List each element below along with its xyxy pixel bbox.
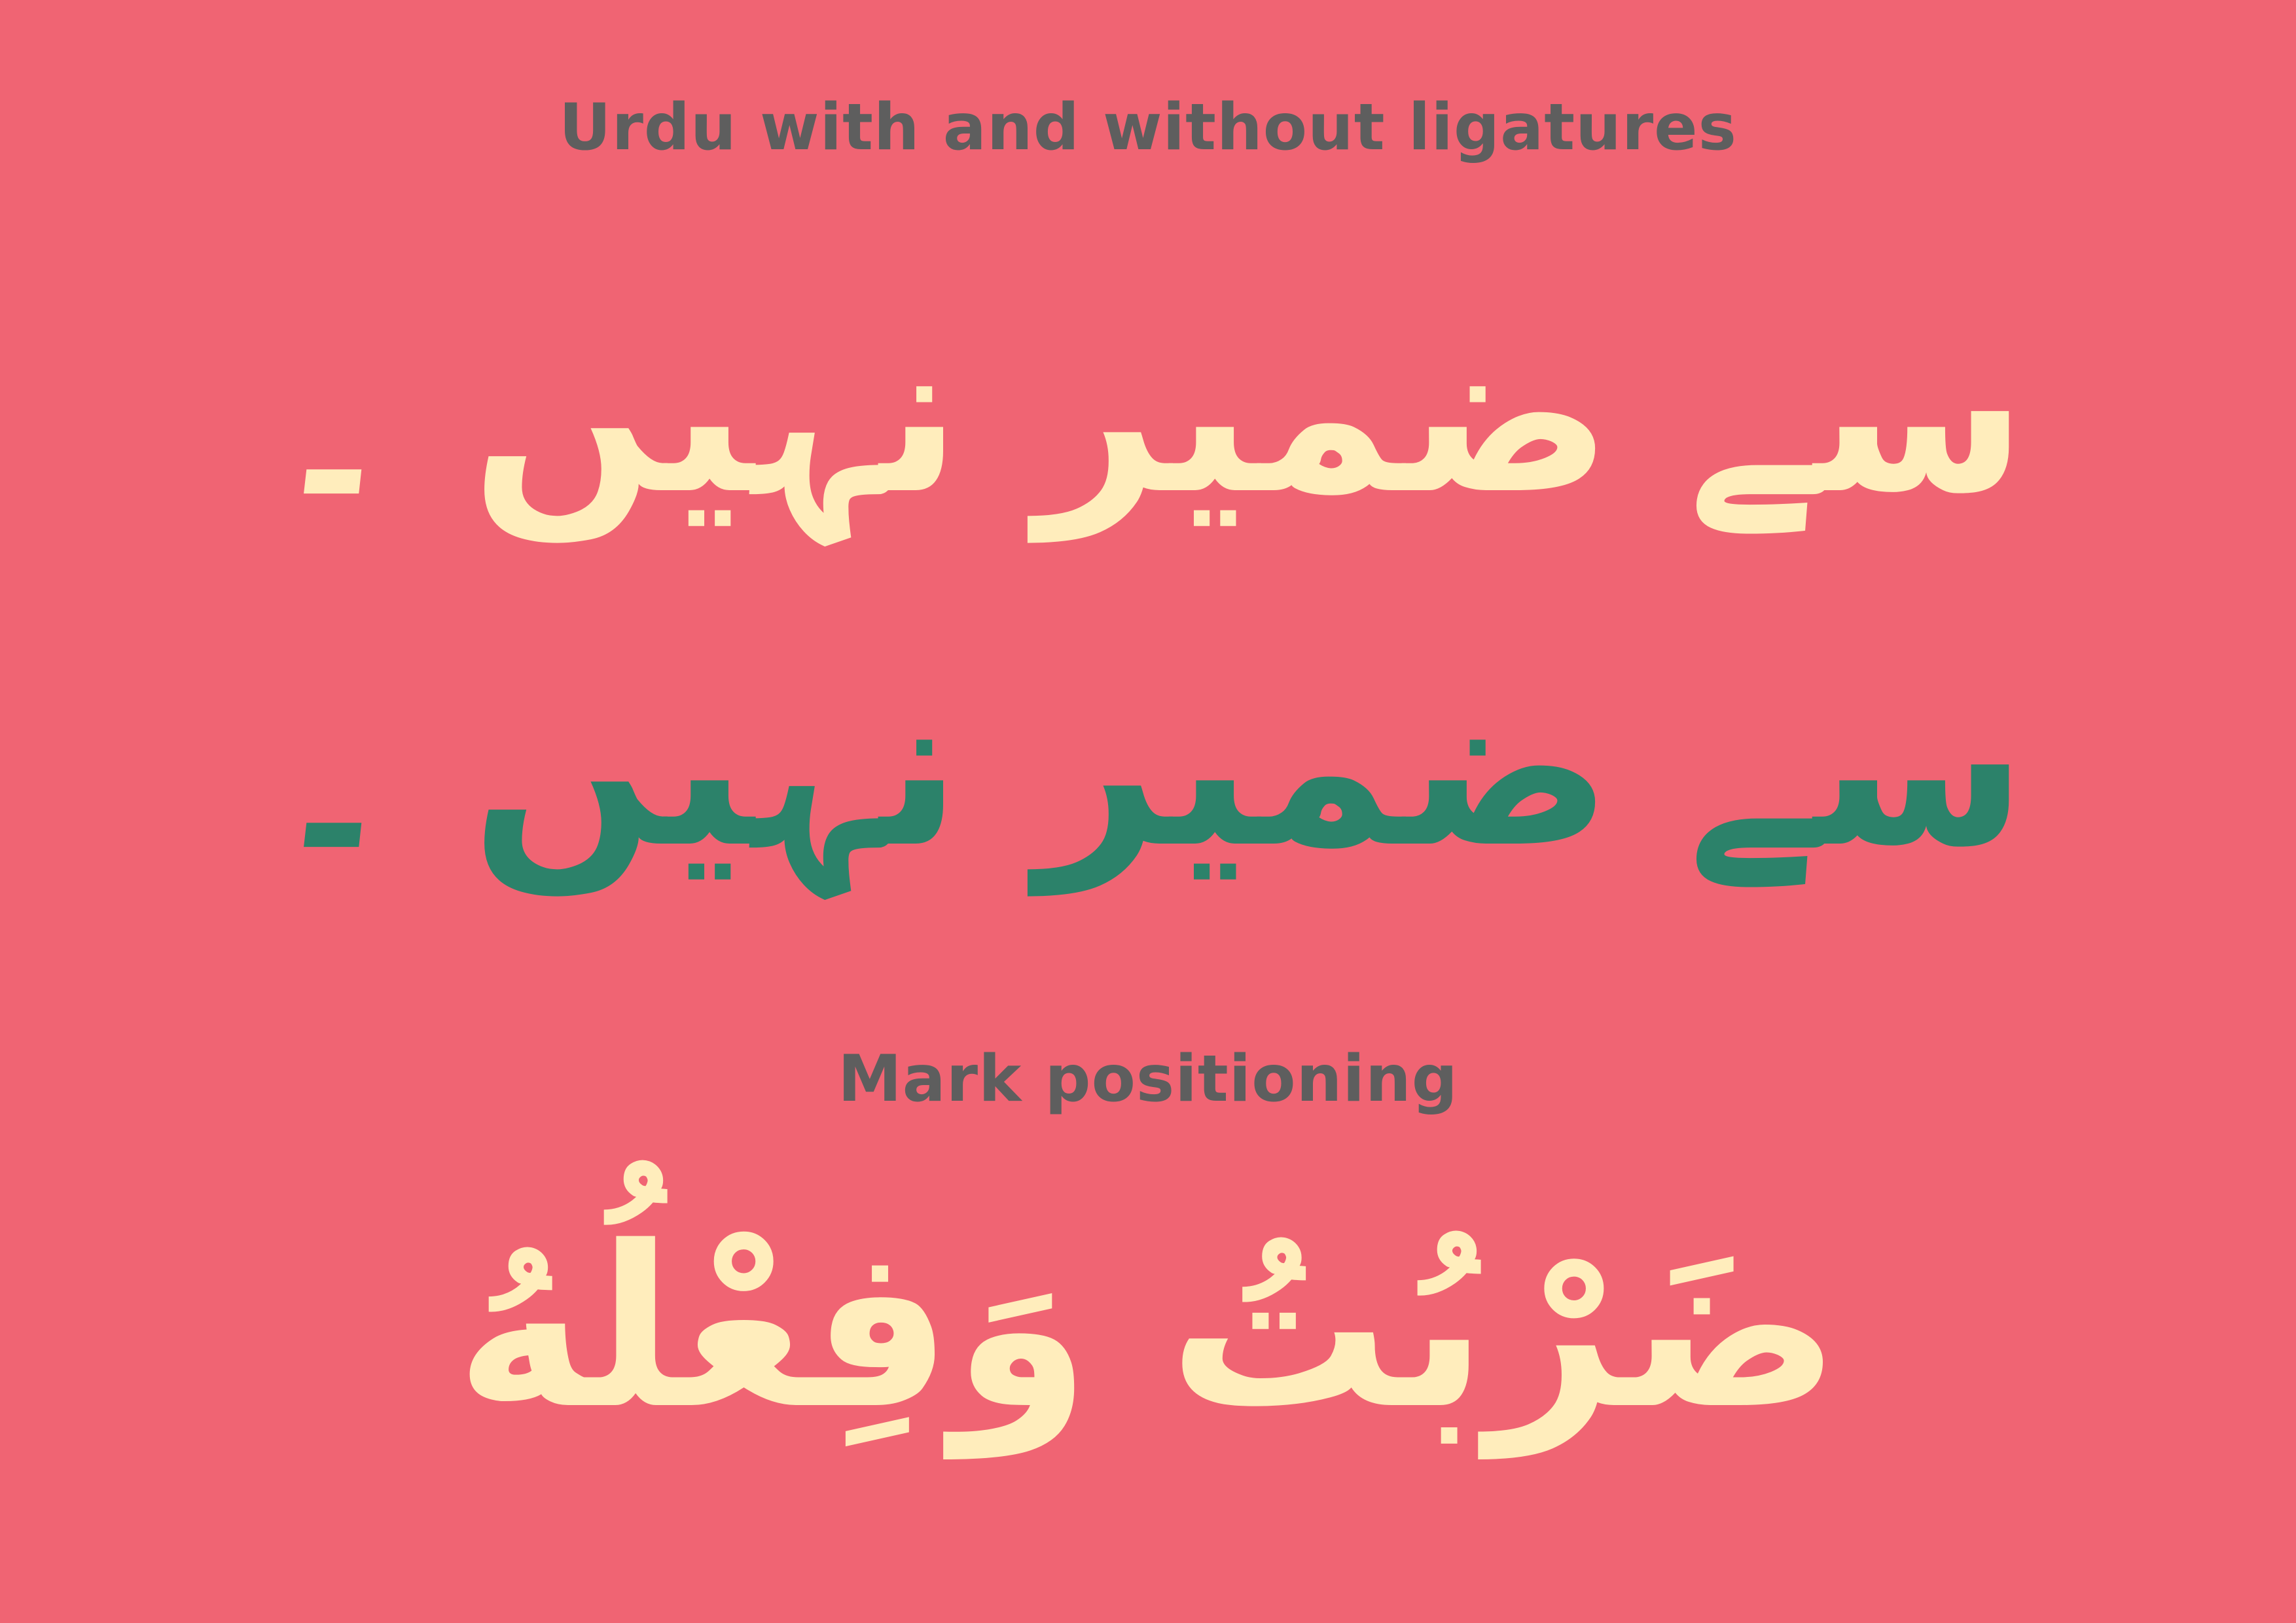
urdu-with-ligatures-line: سے ضمیر نہیں ۔: [269, 290, 2027, 541]
mark-positioning-sample-line: ضَرْبُتُ وَفِعْلُهُ: [455, 1199, 1841, 1458]
mark-positioning-heading: Mark positioning: [838, 1042, 1458, 1116]
urdu-without-ligatures-line: سے ضمیر نہیں ۔: [269, 643, 2027, 895]
ligatures-heading: Urdu with and without ligatures: [559, 90, 1737, 165]
